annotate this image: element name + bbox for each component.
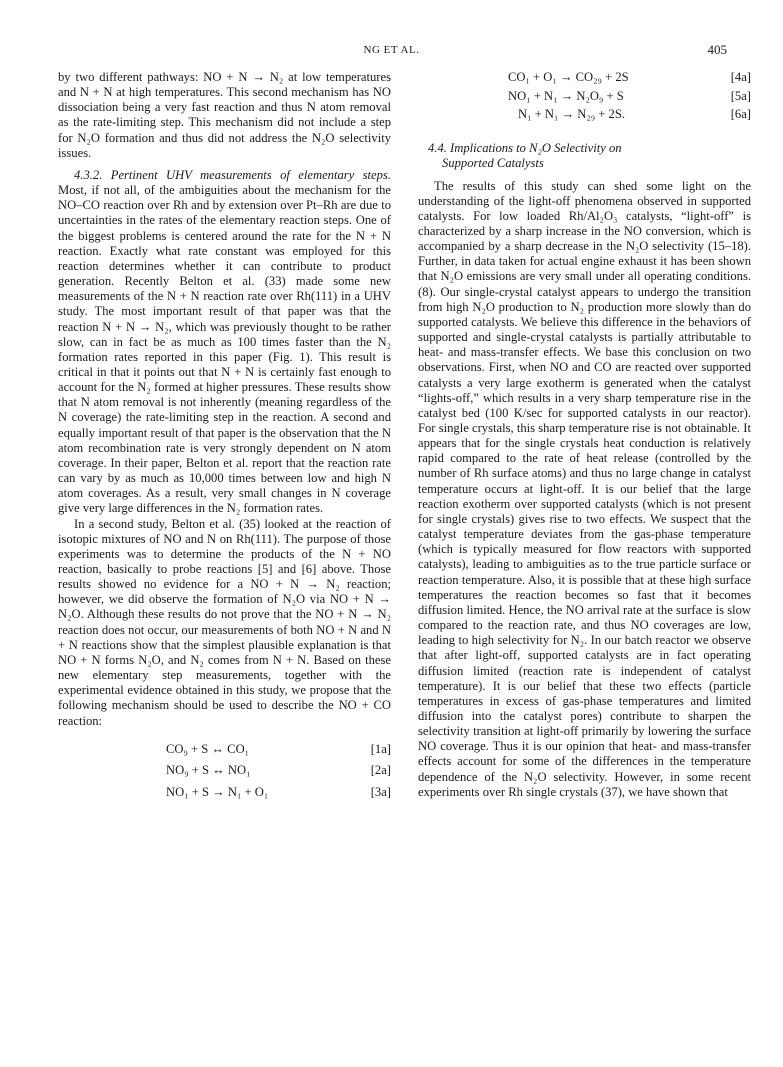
running-title: NG ET AL. <box>363 44 420 56</box>
section-4-4-heading <box>418 141 751 171</box>
equation-2a <box>58 763 391 779</box>
equation-1a <box>58 742 391 758</box>
page-number: 405 <box>707 42 727 57</box>
section-title-line-2: Supported Catalysts <box>442 155 544 170</box>
equation-expression: NO₁ + N₁ → N₂O₉ + S <box>508 88 624 103</box>
section-4-4-body: The results of this study can shed some light on the understanding of the light-off phenomena observed in supported catalysts. For low loaded Rh/Al₂O₃ catalysts, “light-off” is characterized by a sharp increase in the NO conversion, which is accompanied by a sharp decrease in the N₂O selectivity (15–18). Further, in data taken for actual engine exhaust it has been shown that N₂O emissions are very small under all operating conditions. (8). Our single-crystal catalyst appears to undergo the transition from high N₂O production to N₂ production more slowly than do supported catalysts. We believe this difference in the behaviors of supported and single-crystal catalysts is partially attributable to heat- and mass-transfer effects. We base this conclusion on two observations. First, when NO and CO are reacted over supported catalysts a very large exotherm is generated when the catalyst “lights-off,” which results in a very sharp temperature rise in the catalyst bed (100 K/sec for supported catalysts in our reactor). For single crystals, this sharp temperature rise is not obtainable. It appears that for the single crystals heat conduction is relatively rapid compared to the rate of heat release (controlled by the number of Rh surface atoms) and thus no large change in catalyst temperature occurs at light-off. It is our belief that the large reaction exotherm over supported catalysts (which is not present for single crystals) gives rise to two effects. We suspect that the catalyst temperature deviates from the gas-phase temperature (which is typically measured for flow reactors with supported catalysts), leading to ambiguities as to the true particle surface or reaction temperature. Also, it is possible that at these high surface temperatures the reaction becomes so fast that it becomes diffusion limited. Hence, the NO arrival rate at the surface is slow compared to the reaction rate, and thus NO coverages are low, leading to high selectivity for N₂. In our batch reactor we observe that after light-off, supported catalysts are in fact operating diffusion limited (reaction rate is independent of catalyst temperature). It is our belief that these two effects (particle temperatures in excess of gas-phase temperatures and limited diffusion into the catalyst pores) contribute to sharpen the selectivity transition at light-off primarily by lowering the surface NO coverage. Thus it is our opinion that heat- and mass-transfer effects account for some of the differences in the temperature dependence of the N₂O selectivity. However, in some recent experiments over Rh single crystals (37), we have shown that <box>418 178 751 799</box>
section-body: Most, if not all, of the ambiguities about the mechanism for the NO–CO reaction over Rh and by extension over Pt–Rh are due to uncertainties in the rates of the elementary reaction steps. One of the biggest problems is centered around the rate for the N + N reaction. Exactly what rate constant was employed for this reaction determines whether it can contribute to product generation. Recently Belton et al. (33) made some new measurements of the N + N reaction rate over Rh(111) in a UHV study. The most important result of that paper was that the reaction N + N → N₂, which was previously thought to be rather slow, can in fact be as much as 100 times faster than the N₂ formation rates reported in this paper (Fig. 1). This result is critical in that it points out that N + N is certainly fast enough to account for the N₂ formed at higher pressures. These results show that N atom removal is not inherently (meaning regardless of the N coverage) the rate-limiting step in the reaction. A second and equally important result of that paper is the observation that the N atom recombination rate is very strongly dependent on N atom coverage. In their paper, Belton et al. report that the reaction rate can vary by as much as 10,000 times between low and high N atom coverages. As a result, very small changes in N coverage give very large differences in the N₂ formation rates. <box>58 183 391 516</box>
equation-number: [2a] <box>370 763 391 778</box>
section-4-3-2 <box>58 168 391 517</box>
equation-6a <box>418 107 751 123</box>
equation-expression: CO₁ + O₁ → CO₂₉ + 2S <box>508 70 629 84</box>
equation-3a <box>58 785 391 801</box>
right-column <box>418 70 751 800</box>
paragraph-second-study: In a second study, Belton et al. (35) looked at the reaction of isotopic mixtures of NO and N on Rh(111). The purpose of those experiments was to determine the products of the N + NO reaction, basically to probe reactions [5] and [6] above. Those results showed no evidence for a NO + N → N₂ reaction; however, we did observe the formation of N₂O via NO + N → N₂O. Although these results do not prove that the NO + N → N₂ reaction does not occur, our measurements of both NO + N and N + N reactions show that the simplest plausible explanation is that NO + N forms N₂O, and N₂ comes from N + N. Based on these new elementary step measurements, together with the experimental evidence obtained in this study, we propose that the following mechanism should be used to describe the NO + CO reaction: <box>58 516 391 728</box>
equation-expression: N₁ + N₁ → N₂₉ + 2S. <box>518 107 625 121</box>
equation-expression: NO₉ + S ↔ NO₁ <box>166 763 251 778</box>
paragraph-continuation: by two different pathways: NO + N → N₂ at low temperatures and N + N at high temperatures. This second mechanism has NO dissociation being a very fast reaction and thus N atom removal as the rate-limiting step. This mechanism did not include a step for N₂O formation and thus did not address the N₂O selectivity issues. <box>58 70 391 160</box>
equation-number: [1a] <box>370 741 391 756</box>
equation-expression: NO₁ + S → N₁ + O₁ <box>166 784 269 799</box>
equation-number: [4a] <box>730 70 751 84</box>
equation-4a <box>418 70 751 86</box>
equation-number: [3a] <box>370 784 391 799</box>
left-column <box>58 70 391 800</box>
equation-expression: CO₉ + S ↔ CO₁ <box>166 741 250 756</box>
equation-5a <box>418 89 751 105</box>
equation-number: [6a] <box>730 107 751 121</box>
section-title-line-1: 4.4. Implications to N₂O Selectivity on <box>428 140 622 155</box>
equation-number: [5a] <box>730 88 751 103</box>
section-title: 4.3.2. Pertinent UHV measurements of elementary steps. <box>74 167 391 182</box>
